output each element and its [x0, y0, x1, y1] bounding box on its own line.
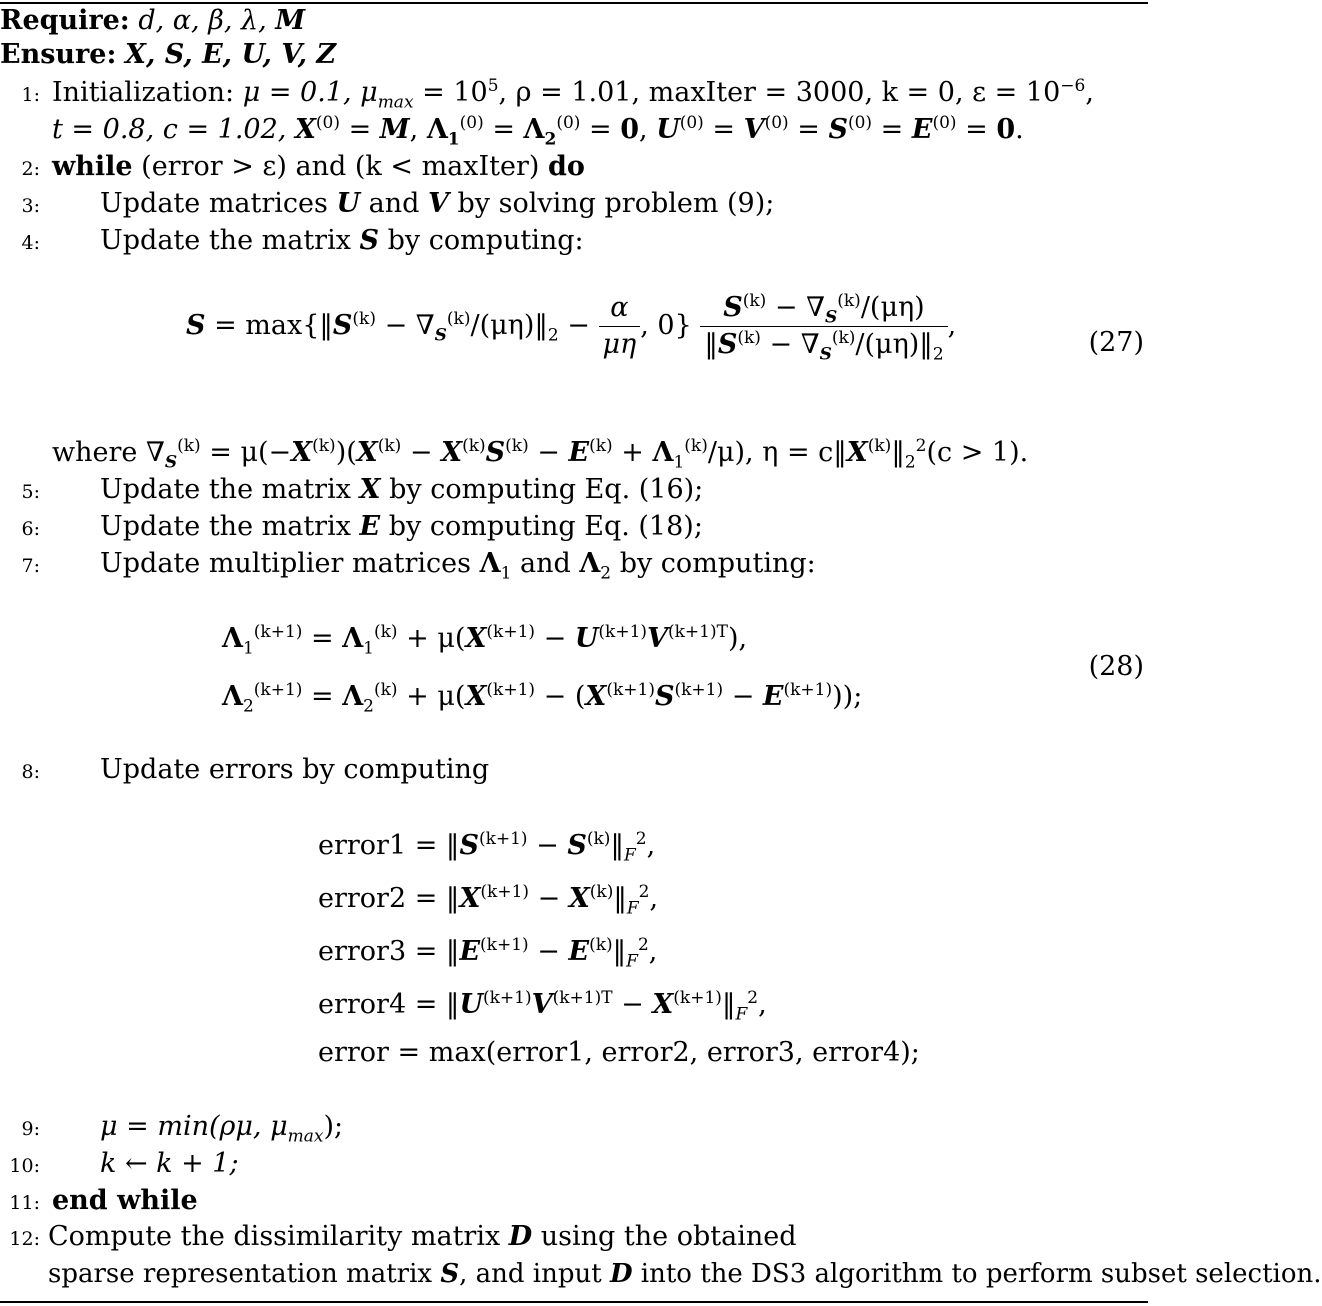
step-10: k ← k + 1; — [100, 1148, 239, 1179]
error1-eq: error1 = $‖S^{(k+1)}$ − $S^{(k)}‖_F^2$, — [318, 829, 656, 866]
equation-27-tag: (27) — [1088, 327, 1144, 358]
equation-28-line-2: $\Lambda_2^{(k+1)} = \Lambda_2^{(k)} + \mu(X^{(k+1)} - (X^{(k+1)}S^{(k+1)} - E^{(k+1)}))$; — [222, 680, 863, 717]
line-number-4: 4: — [21, 232, 40, 254]
step-1-line-1: Initialization: μ = 0.1, $\mu_{max} = 10^5$, ρ = 1.01, maxIter = 3000, k = 0, $\varepsilon = 10^{-6}$, — [52, 76, 1094, 113]
line-number-10: 10: — [9, 1155, 40, 1177]
line-number-2: 2: — [21, 158, 40, 180]
line-number-12: 12: — [9, 1228, 40, 1250]
bottom-rule — [0, 1301, 1148, 1303]
line-number-7: 7: — [21, 555, 40, 577]
require-params: d, α, β, λ, — [138, 5, 276, 36]
step-12-line-1: Compute the dissimilarity matrix D using the obtained — [48, 1221, 797, 1252]
step-11: end while — [52, 1185, 198, 1216]
step-7: Update multiplier matrices $\Lambda_1$ and $\Lambda_2$ by computing: — [100, 548, 816, 584]
line-number-5: 5: — [21, 481, 40, 503]
require-label: Require: — [0, 5, 130, 36]
init-label: Initialization: — [52, 77, 235, 108]
require-matrix: M — [275, 5, 306, 36]
step-8: Update errors by computing — [100, 754, 490, 785]
line-number-11: 11: — [9, 1192, 40, 1214]
line-number-9: 9: — [21, 1118, 40, 1140]
equation-27: $S = \max\{‖S^{(k)}$ − $\nabla_S^{(k)}/(\mu\eta)‖_2$ − $\frac{\alpha}{\mu\eta}$ , 0} $\frac{S^{(k)} - \nabla_S^{(k)}/(\mu\eta)}{‖S^{(k)} - \nabla_S^{(k)}/(\mu\eta)‖_2}$ , — [186, 291, 957, 365]
step-9: μ = min(ρμ, $\mu_{max}$); — [100, 1111, 344, 1147]
line-number-3: 3: — [21, 195, 40, 217]
step-2-while: while (error > ε) and (k < maxIter) do — [52, 151, 585, 182]
error-max-eq: error = max(error1, error2, error3, error4); — [318, 1037, 920, 1068]
line-number-6: 6: — [21, 518, 40, 540]
step-12-line-2: sparse representation matrix S, and input D into the DS3 algorithm to perform subset selection. — [48, 1259, 1322, 1289]
error3-eq: error3 = $‖E^{(k+1)}$ − $E^{(k)}‖_F^2$, — [318, 935, 658, 972]
step-3: Update matrices U and V by solving problem (9); — [100, 188, 775, 219]
ensure-label: Ensure: — [0, 39, 117, 70]
step-5: Update the matrix X by computing Eq. (16); — [100, 474, 704, 505]
ensure-line — [0, 38, 336, 72]
require-line — [0, 4, 305, 38]
step-4: Update the matrix S by computing: — [100, 225, 584, 256]
line-number-1: 1: — [21, 84, 40, 106]
step-1-line-2: t = 0.8, c = 1.02, $X^{(0)} = M$, $\Lambda_1^{(0)} = \Lambda_2^{(0)} = 0$, $U^{(0)} = V^{(0)} = S^{(0)} = E^{(0)} = 0$. — [52, 113, 1024, 150]
equation-28-line-1: $\Lambda_1^{(k+1)} = \Lambda_1^{(k)} + \mu(X^{(k+1)} - U^{(k+1)}V^{(k+1)T})$, — [222, 622, 748, 659]
line-number-8: 8: — [21, 761, 40, 783]
error2-eq: error2 = $‖X^{(k+1)}$ − $X^{(k)}‖_F^2$, — [318, 882, 659, 919]
ensure-outputs: X, S, E, U, V, Z — [125, 39, 337, 70]
step-6: Update the matrix E by computing Eq. (18); — [100, 511, 703, 542]
equation-28-tag: (28) — [1088, 651, 1144, 682]
where-line: where $\nabla_S^{(k)} = \mu(-X^{(k)})(X^{(k)} - X^{(k)}S^{(k)} - E^{(k)} + \Lambda_1^{(k)}/\mu)$, $\eta = c‖X^{(k)}‖_2^2(c > 1)$. — [52, 436, 1029, 473]
error4-eq: error4 = $‖U^{(k+1)}V^{(k+1)T}$ − $X^{(k+1)}‖_F^2$, — [318, 988, 767, 1025]
